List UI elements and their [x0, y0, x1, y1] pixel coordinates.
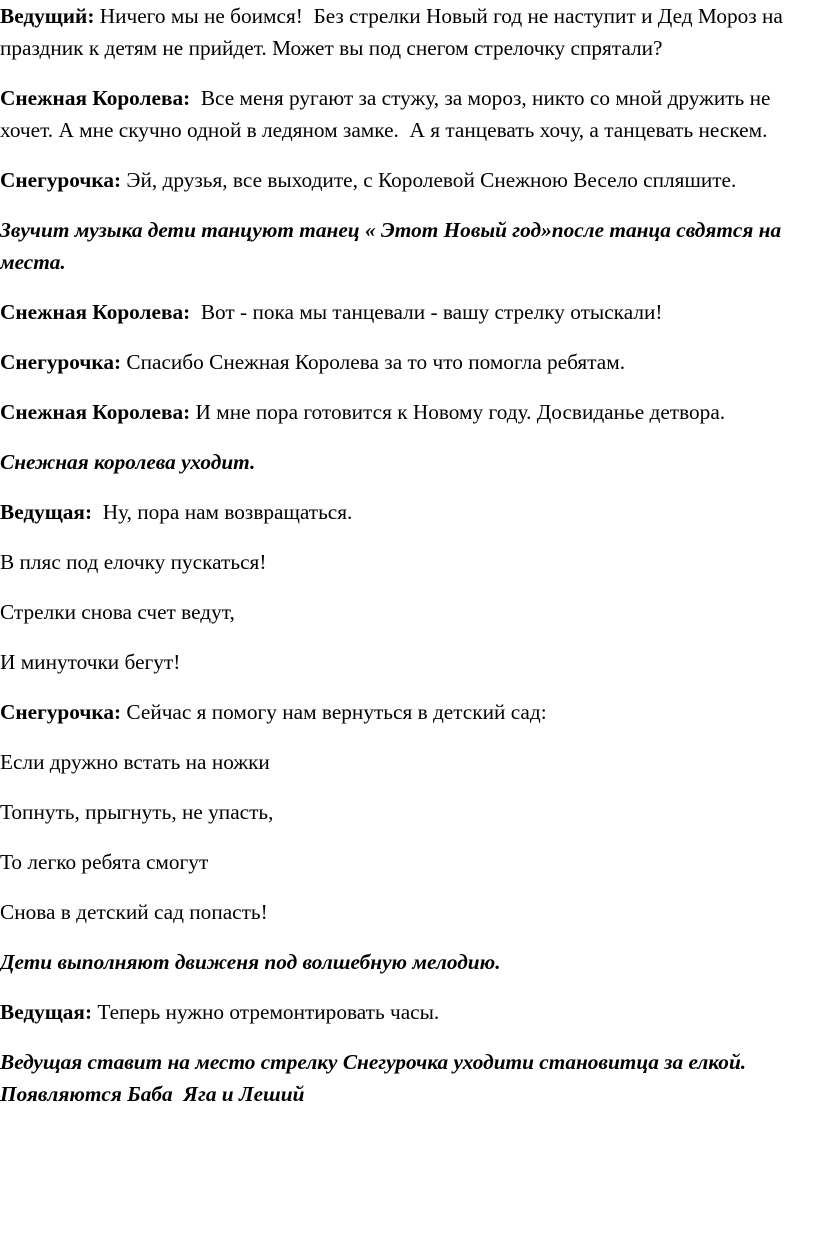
verse-line: Если дружно встать на ножки: [0, 750, 270, 774]
paragraph-6: [0, 346, 812, 378]
speaker-label: Снежная Королева:: [0, 300, 191, 324]
verse-line: Стрелки снова счет ведут,: [0, 600, 235, 624]
verse-line: Снова в детский сад попасть!: [0, 900, 268, 924]
dialogue-text: Все меня ругают за стужу, за мороз, никто со мной дружить не хочет. А мне скучно одной в ледяном замке. А я танцевать хочу, а танцевать нескем.: [0, 86, 776, 142]
speaker-label: Снегурочка:: [0, 168, 122, 192]
speaker-label: Снегурочка:: [0, 700, 122, 724]
paragraph-1: [0, 0, 812, 64]
speaker-label: Снегурочка:: [0, 350, 122, 374]
dialogue-text: И мне пора готовится к Новому году. Досвиданье детвора.: [190, 400, 726, 424]
dialogue-text: Ну, пора нам возвращаться.: [92, 500, 353, 524]
verse-line: То легко ребята смогут: [0, 850, 209, 874]
dialogue-text: Сейчас я помогу нам вернуться в детский сад:: [121, 700, 547, 724]
speaker-label: Снежная Королева:: [0, 86, 191, 110]
verse-line: И минуточки бегут!: [0, 650, 181, 674]
paragraph-9: [0, 496, 812, 528]
speaker-label: Ведущий:: [0, 4, 95, 28]
verse-line: В пляс под елочку пускаться!: [0, 550, 267, 574]
speaker-label: Ведущая:: [0, 500, 93, 524]
paragraph-5: [0, 296, 812, 328]
speaker-label: Ведущая:: [0, 1000, 93, 1024]
stage-direction: Звучит музыка дети танцуют танец « Этот Новый год»после танца свдятся на места.: [0, 218, 787, 274]
stage-direction: Снежная королева уходит.: [0, 450, 256, 474]
dialogue-text: Теперь нужно отремонтировать часы.: [92, 1000, 440, 1024]
speaker-label: Снежная Королева:: [0, 400, 191, 424]
dialogue-text: Вот - пока мы танцевали - вашу стрелку отыскали!: [190, 300, 663, 324]
stage-direction: Ведущая ставит на место стрелку Снегурочка уходити становитца за елкой. Появляются Баба Яга и Леший: [0, 1050, 757, 1106]
paragraph-7: [0, 396, 812, 428]
paragraph-3: [0, 164, 812, 196]
paragraph-2: [0, 82, 812, 146]
dialogue-text: Эй, друзья, все выходите, с Королевой Снежною Весело спляшите.: [121, 168, 737, 192]
dialogue-text: Спасибо Снежная Королева за то что помогла ребятам.: [121, 350, 626, 374]
dialogue-text: Ничего мы не боимся! Без стрелки Новый год не наступит и Дед Мороз на праздник к детям не прийдет. Может вы под снегом стрелочку спрятали?: [0, 4, 789, 60]
stage-direction: Дети выполняют движеня под волшебную мелодию.: [0, 950, 501, 974]
verse-line: Топнуть, прыгнуть, не упасть,: [0, 800, 274, 824]
paragraph-19: [0, 996, 812, 1028]
paragraph-13: [0, 696, 812, 728]
